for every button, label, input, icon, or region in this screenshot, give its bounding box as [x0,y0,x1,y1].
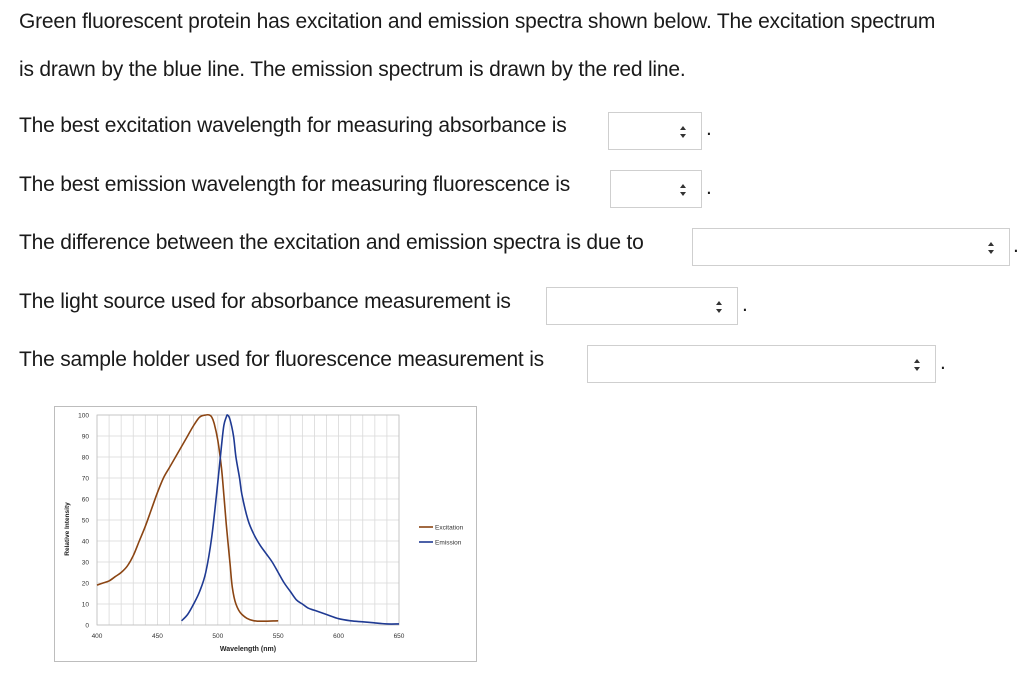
y-tick-label: 50 [81,517,89,525]
question-2-select[interactable] [610,170,702,208]
question-4-text: The light source used for absorbance measurement is [19,290,511,313]
question-3-text: The difference between the excitation and emission spectra is due to [19,231,644,254]
chart-series-lines [97,415,399,624]
y-tick-label: 10 [81,601,89,609]
question-3-select[interactable] [692,228,1010,266]
question-4-period: . [742,293,748,316]
question-3-period: . [1013,234,1019,257]
question-2-text: The best emission wavelength for measuring fluorescence is [19,173,571,196]
intro-line-1: Green fluorescent protein has excitation and emission spectra shown below. The excitation spectrum [19,10,936,33]
y-tick-label: 0 [85,622,89,630]
up-down-arrow-icon [715,300,723,314]
x-tick-labels [92,633,405,640]
legend-label-emission: Emission [435,539,462,547]
x-tick-label: 600 [333,633,345,640]
up-down-arrow-icon [913,358,921,372]
x-tick-label: 400 [91,633,103,640]
x-tick-label: 650 [393,633,405,640]
question-1-text: The best excitation wavelength for measuring absorbance is [19,114,567,137]
question-5-text: The sample holder used for fluorescence measurement is [19,348,544,371]
question-5-select[interactable] [587,345,936,383]
y-tick-label: 100 [78,412,89,420]
x-axis-label: Wavelength (nm) [219,646,277,653]
spectra-chart-svg [55,407,476,661]
series-line-excitation [97,415,278,622]
y-tick-label: 90 [81,433,89,441]
y-axis-label: Relative Intensity [64,502,71,556]
x-tick-label: 500 [212,633,224,640]
up-down-arrow-icon [679,183,687,197]
spectra-chart [54,406,477,662]
intro-line-2: is drawn by the blue line. The emission spectrum is drawn by the red line. [19,58,686,81]
question-1-period: . [706,117,712,140]
y-tick-label: 80 [81,454,89,462]
y-tick-label: 40 [81,538,89,546]
y-tick-label: 70 [81,475,89,483]
legend-label-excitation: Excitation [435,524,464,532]
question-1-select[interactable] [608,112,702,150]
y-tick-label: 30 [81,559,89,567]
question-4-select[interactable] [546,287,738,325]
up-down-arrow-icon [987,241,995,255]
up-down-arrow-icon [679,125,687,139]
x-tick-label: 450 [151,633,163,640]
question-5-period: . [940,351,946,374]
y-tick-label: 20 [81,580,89,588]
x-tick-label: 550 [272,633,284,640]
chart-legend [419,525,464,547]
y-tick-label: 60 [81,496,89,504]
y-tick-labels [78,413,89,630]
question-2-period: . [706,176,712,199]
